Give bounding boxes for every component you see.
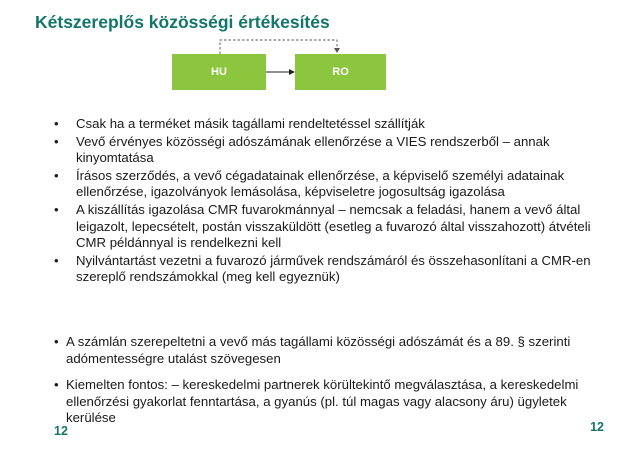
bullet-icon: •	[54, 116, 59, 131]
country-box-ro	[295, 54, 386, 90]
bullet-icon: •	[54, 201, 59, 217]
list-item	[48, 253, 608, 286]
slide-title: Kétszereplős közösségi értékesítés	[35, 12, 330, 32]
country-box-hu	[172, 54, 266, 90]
country-box-ro-label: RO	[332, 66, 349, 78]
bullet-icon: •	[54, 167, 59, 183]
list-item-text: Vevő érvényes közösségi adószámának ellenőrzése a VIES rendszerből – annak kinyomtatása	[76, 133, 550, 166]
page-number-right: 12	[590, 420, 604, 434]
list-item-text: A számlán szerepeltetni a vevő más tagállami közösségi adószámát és a 89. § szerinti adómentességre utalást szövegesen	[66, 334, 571, 366]
list-item-text: Írásos szerződés, a vevő cégadatainak ellenőrzése, a képviselő személyi adatainak ellenőrzése, igazolványok lemásolása, képviseletre jogosultság igazolása	[76, 167, 565, 200]
list-item-text: A kiszállítás igazolása CMR fuvarokmánnyal – nemcsak a feladási, hanem a vevő által leigazolt, lepecsételt, postán visszaküldött (esetleg a fuvarozó által visszahozott) átvételi CMR példánnyal is rendelkezni kell	[76, 201, 591, 251]
list-item	[48, 168, 608, 201]
important-note-list	[54, 377, 599, 427]
arrow-right-icon	[266, 69, 295, 75]
bullet-icon: •	[54, 133, 59, 149]
list-item-text: Nyilvántartást vezetni a fuvarozó járművek rendszámáról és összehasonlítani a CMR-en szereplő rendszámokkal (meg kell egyeznük)	[76, 252, 591, 285]
bullet-icon: •	[54, 334, 59, 349]
list-item	[48, 134, 608, 167]
list-item	[48, 116, 608, 133]
requirements-list	[48, 116, 608, 286]
list-item-text: Csak ha a terméket másik tagállami rendeltetéssel szállítják	[76, 116, 425, 131]
bullet-icon: •	[54, 252, 59, 268]
dashed-arrow-down-icon	[220, 40, 340, 54]
page-number-left: 12	[54, 424, 68, 438]
vat-note-list	[54, 334, 599, 367]
list-item-text: Kiemelten fontos: – kereskedelmi partnerek körültekintő megválasztása, a kereskedelmi ellenőrzési gyakorlat fenntartása, a gyanús (pl. túl magas vagy alacsony áru) ügyletek kerülése	[66, 377, 579, 426]
bullet-icon: •	[54, 377, 59, 392]
list-item	[54, 334, 599, 367]
list-item	[48, 202, 608, 252]
country-box-hu-label: HU	[211, 66, 227, 78]
list-item	[54, 377, 599, 427]
